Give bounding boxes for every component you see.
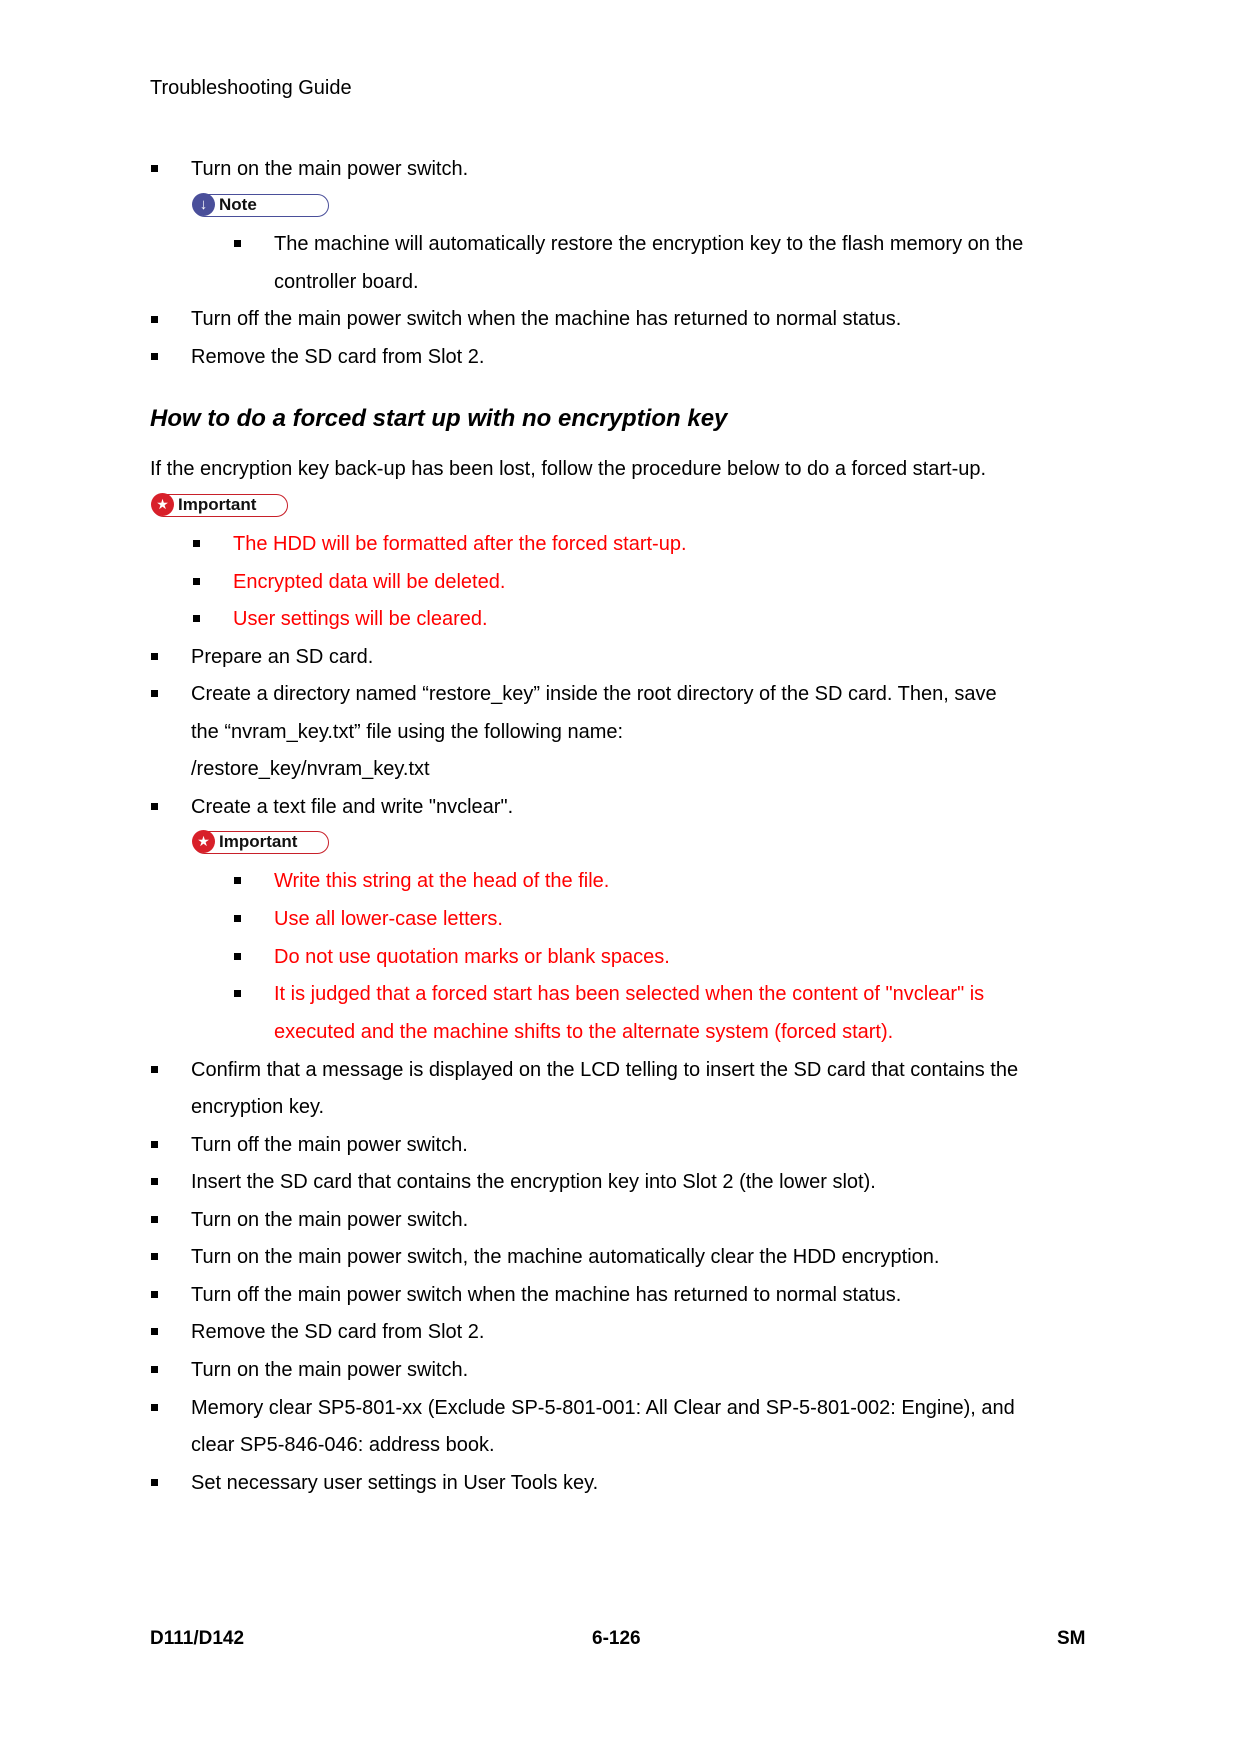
important-label: Important (219, 832, 298, 851)
bullet (151, 1366, 158, 1373)
step-item: Remove the SD card from Slot 2. (191, 1321, 485, 1343)
step-item: Create a text file and write "nvclear". (191, 796, 514, 818)
footer-manual-id: SM (1057, 1628, 1086, 1649)
bullet (151, 316, 158, 323)
step-item-continuation: the “nvram_key.txt” file using the following name: (191, 721, 624, 743)
bullet (234, 990, 241, 997)
step-item: Insert the SD card that contains the encryption key into Slot 2 (the lower slot). (191, 1171, 876, 1193)
step-item: Set necessary user settings in User Tools key. (191, 1472, 599, 1494)
list-item: Turn off the main power switch when the machine has returned to normal status. (191, 308, 902, 330)
step-item: Memory clear SP5-801-xx (Exclude SP-5-801-001: All Clear and SP-5-801-002: Engine), and (191, 1397, 1015, 1419)
warning-item: Use all lower-case letters. (274, 908, 503, 930)
bullet (151, 1291, 158, 1298)
bullet (151, 653, 158, 660)
footer-model: D111/D142 (150, 1628, 245, 1649)
bullet (234, 240, 241, 247)
bullet (234, 877, 241, 884)
bullet (151, 1328, 158, 1335)
note-badge (193, 194, 329, 217)
bullet (151, 1253, 158, 1260)
warning-item: Do not use quotation marks or blank spaces. (274, 946, 670, 968)
section-intro: If the encryption key back-up has been lost, follow the procedure below to do a forced start-up. (150, 458, 987, 480)
bullet (151, 1404, 158, 1411)
bullet (151, 690, 158, 697)
step-item-continuation: encryption key. (191, 1096, 325, 1118)
section-heading: How to do a forced start up with no encryption key (150, 405, 728, 432)
star-icon: ★ (192, 830, 215, 853)
bullet (151, 1479, 158, 1486)
bullet (151, 1141, 158, 1148)
bullet (151, 1216, 158, 1223)
step-item-continuation: clear SP5-846-046: address book. (191, 1434, 495, 1456)
note-arrow-icon: ↓ (192, 193, 215, 216)
bullet (151, 1066, 158, 1073)
bullet (234, 953, 241, 960)
star-icon: ★ (151, 493, 174, 516)
bullet (234, 915, 241, 922)
warning-item: Encrypted data will be deleted. (233, 571, 506, 593)
bullet (151, 353, 158, 360)
list-item: The machine will automatically restore the encryption key to the flash memory on the (274, 233, 1024, 255)
step-item: Turn on the main power switch. (191, 1359, 469, 1381)
step-item: Turn on the main power switch, the machine automatically clear the HDD encryption. (191, 1246, 940, 1268)
bullet (151, 165, 158, 172)
step-item-continuation: /restore_key/nvram_key.txt (191, 758, 430, 780)
warning-item: It is judged that a forced start has been selected when the content of "nvclear" is (274, 983, 985, 1005)
footer-page-number: 6-126 (592, 1628, 641, 1649)
warning-item: Write this string at the head of the file. (274, 870, 610, 892)
bullet (193, 578, 200, 585)
warning-item-continuation: executed and the machine shifts to the alternate system (forced start). (274, 1021, 894, 1043)
bullet (193, 615, 200, 622)
step-item: Prepare an SD card. (191, 646, 374, 668)
list-item: Turn on the main power switch. (191, 158, 469, 180)
warning-item: User settings will be cleared. (233, 608, 488, 630)
step-item: Turn off the main power switch. (191, 1134, 468, 1156)
step-item: Confirm that a message is displayed on the LCD telling to insert the SD card that contains the (191, 1059, 1019, 1081)
bullet (151, 803, 158, 810)
step-item: Create a directory named “restore_key” inside the root directory of the SD card. Then, save (191, 683, 997, 705)
bullet (151, 1178, 158, 1185)
list-item-continuation: controller board. (274, 271, 419, 293)
bullet (193, 540, 200, 547)
running-header: Troubleshooting Guide (150, 77, 352, 99)
step-item: Turn on the main power switch. (191, 1209, 469, 1231)
note-label: Note (219, 195, 257, 214)
important-label: Important (178, 495, 257, 514)
step-item: Turn off the main power switch when the machine has returned to normal status. (191, 1284, 902, 1306)
warning-item: The HDD will be formatted after the forced start-up. (233, 533, 687, 555)
important-badge (193, 831, 329, 854)
list-item: Remove the SD card from Slot 2. (191, 346, 485, 368)
important-badge (152, 494, 288, 517)
